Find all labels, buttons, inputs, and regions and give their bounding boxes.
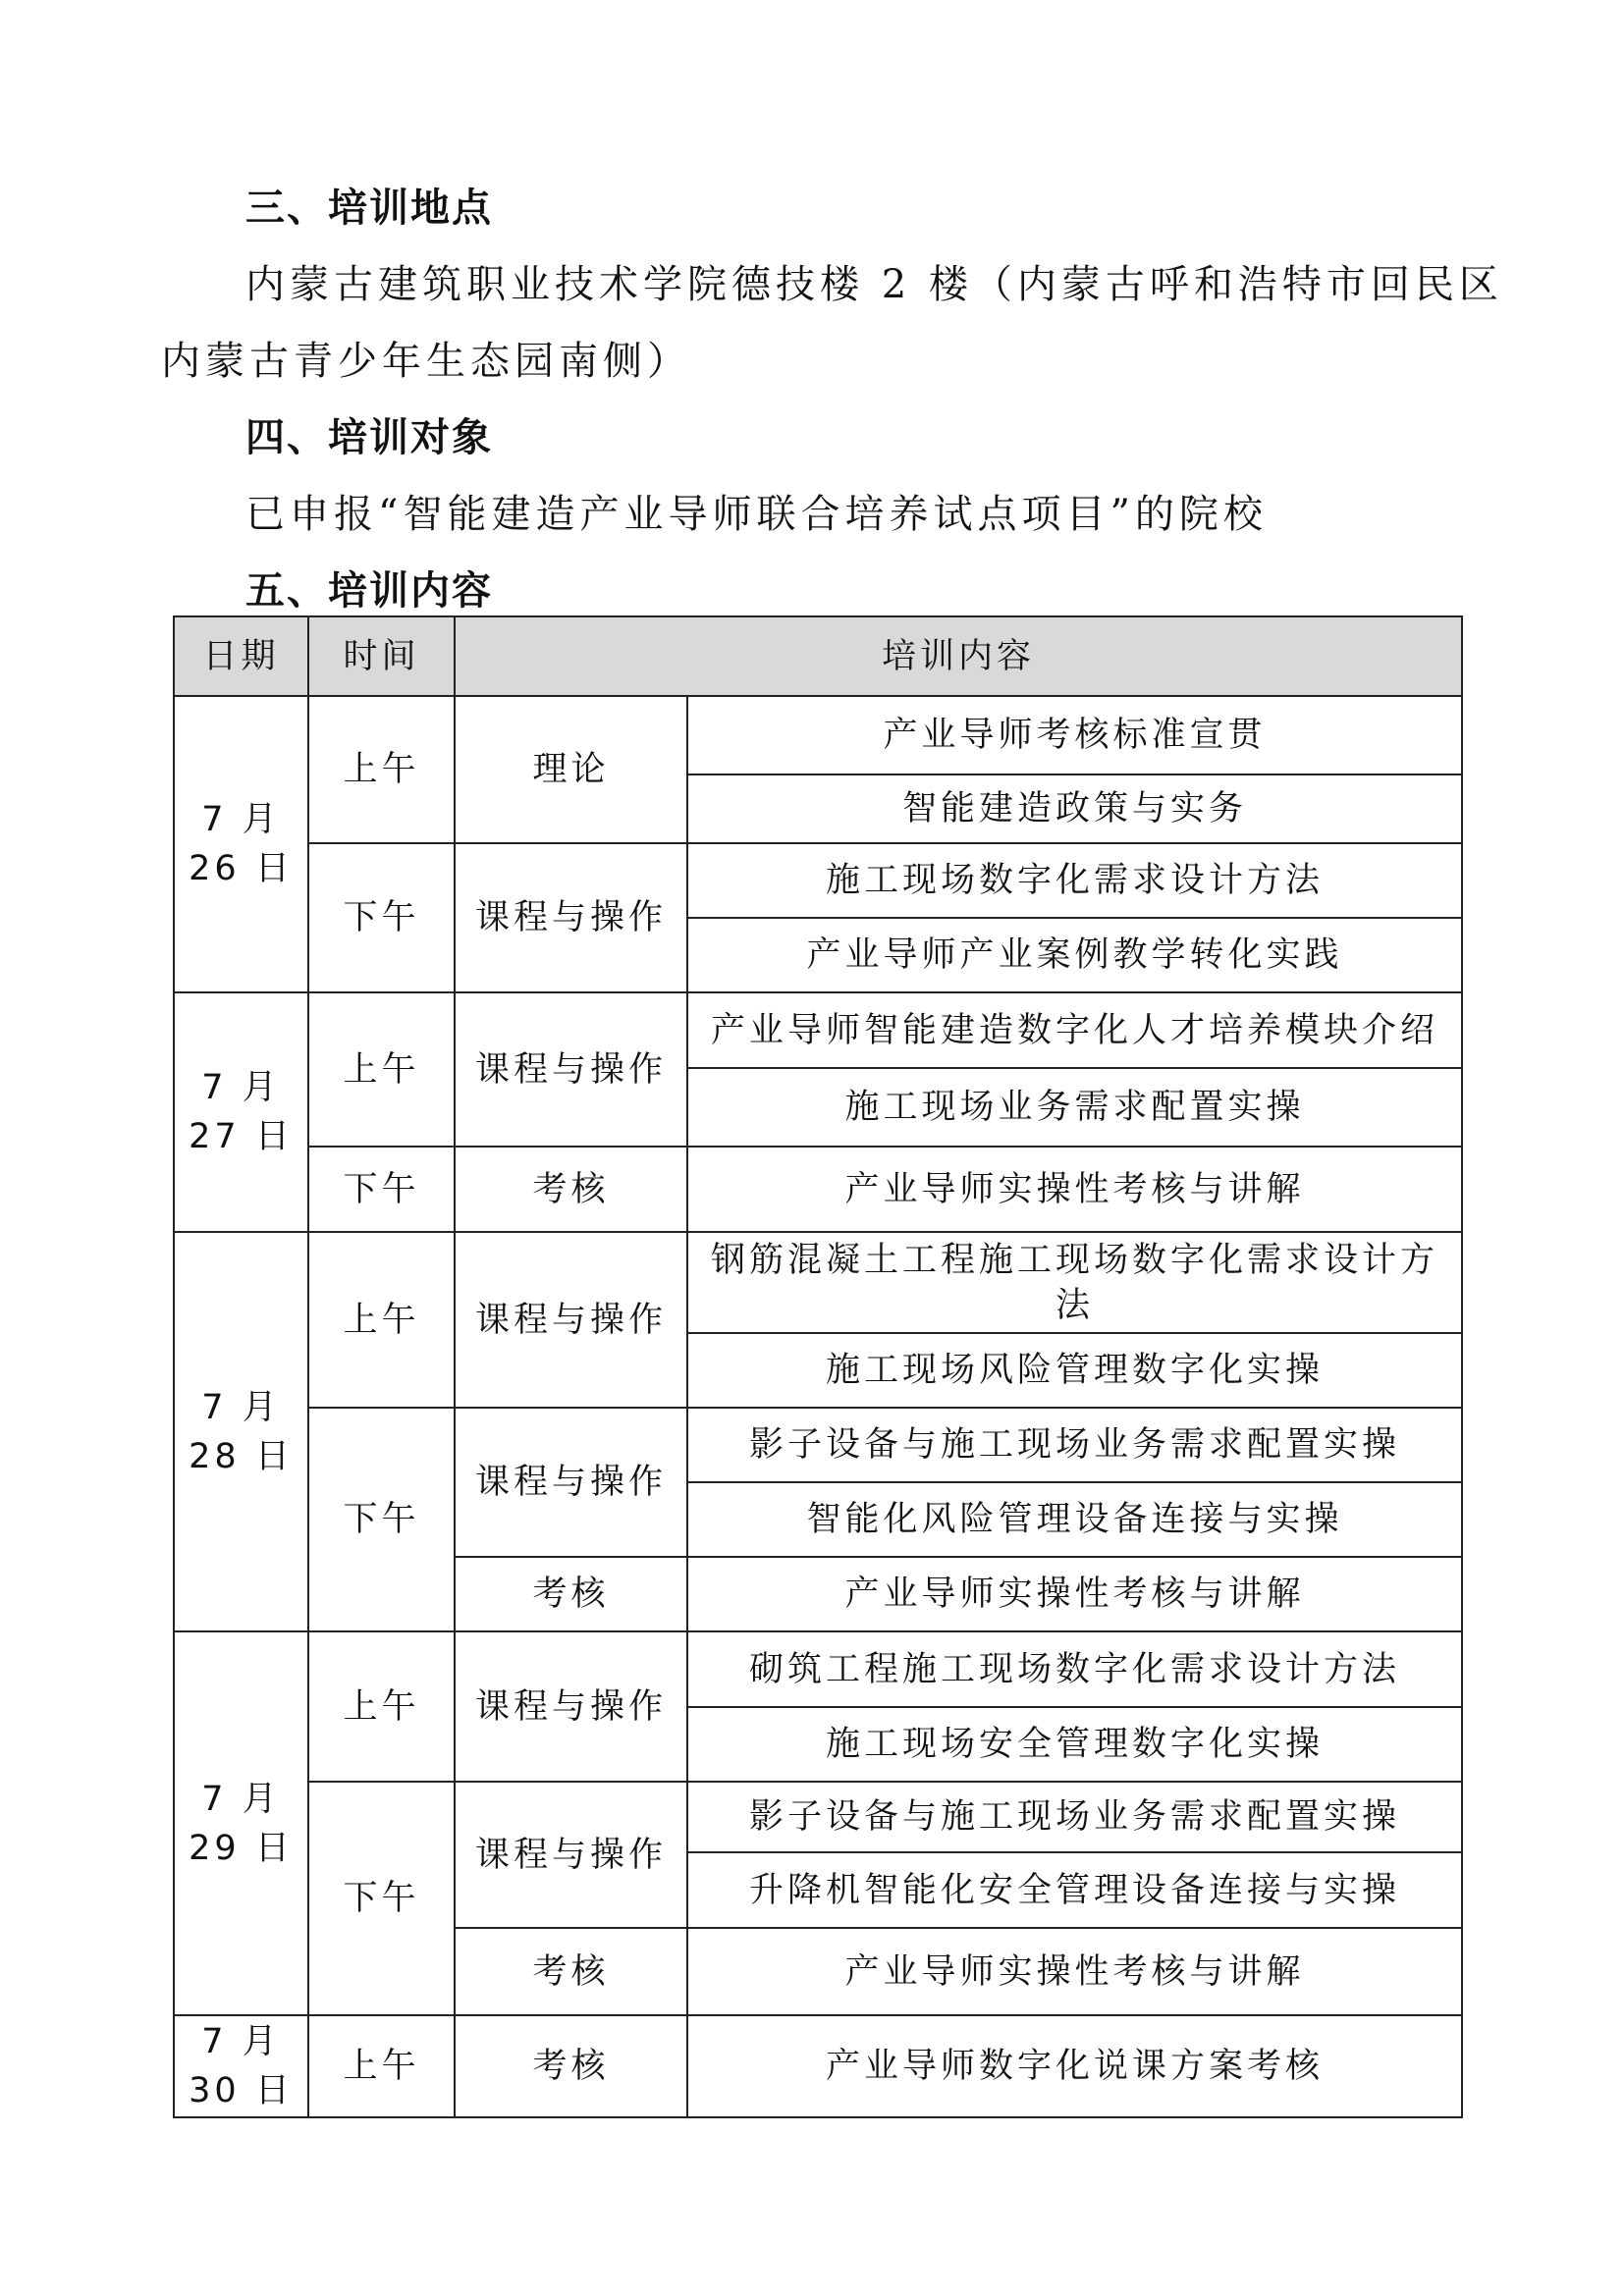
target-heading: 四、培训对象: [245, 415, 493, 460]
type-cell: 考核: [455, 1147, 687, 1232]
location-heading: 三、培训地点: [245, 186, 493, 231]
date-cell: 7 月 30 日: [174, 2015, 308, 2117]
date-cell: 7 月 27 日: [174, 992, 308, 1232]
content-cell: 影子设备与施工现场业务需求配置实操: [687, 1408, 1462, 1482]
header-date: 日期: [174, 616, 308, 696]
table-row: [174, 1408, 1462, 1482]
content-cell: 产业导师实操性考核与讲解: [687, 1147, 1462, 1232]
period-cell: 下午: [308, 1147, 455, 1232]
period-cell: 上午: [308, 696, 455, 843]
table-header-row: [174, 616, 1462, 696]
date-cell: 7 月 28 日: [174, 1232, 308, 1631]
content-cell: 施工现场数字化需求设计方法: [687, 843, 1462, 918]
type-cell: 考核: [455, 2015, 687, 2117]
content-cell: 施工现场业务需求配置实操: [687, 1068, 1462, 1147]
content-cell: 施工现场风险管理数字化实操: [687, 1333, 1462, 1408]
period-cell: 下午: [308, 843, 455, 992]
type-cell: 考核: [455, 1557, 687, 1631]
type-cell: 课程与操作: [455, 992, 687, 1147]
date-cell: 7 月 26 日: [174, 696, 308, 992]
period-cell: 下午: [308, 1782, 455, 2015]
content-cell: 影子设备与施工现场业务需求配置实操: [687, 1782, 1462, 1852]
training-schedule-table: [173, 615, 1463, 2118]
table-row: [174, 843, 1462, 918]
type-cell: 课程与操作: [455, 1631, 687, 1782]
content-cell: 产业导师产业案例教学转化实践: [687, 918, 1462, 992]
table-row: [174, 2015, 1462, 2117]
header-time: 时间: [308, 616, 455, 696]
content-cell: 智能化风险管理设备连接与实操: [687, 1482, 1462, 1557]
content-heading: 五、培训内容: [245, 568, 493, 614]
content-cell: 产业导师数字化说课方案考核: [687, 2015, 1462, 2117]
type-cell: 理论: [455, 696, 687, 843]
content-cell: 产业导师智能建造数字化人才培养模块介绍: [687, 992, 1462, 1068]
content-cell: 施工现场安全管理数字化实操: [687, 1707, 1462, 1782]
type-cell: 考核: [455, 1928, 687, 2015]
content-cell: 产业导师实操性考核与讲解: [687, 1928, 1462, 2015]
type-cell: 课程与操作: [455, 1232, 687, 1408]
table-row: [174, 696, 1462, 774]
content-cell: 产业导师考核标准宣贯: [687, 696, 1462, 774]
type-cell: 课程与操作: [455, 1408, 687, 1557]
content-cell: 砌筑工程施工现场数字化需求设计方法: [687, 1631, 1462, 1707]
table-row: [174, 1232, 1462, 1333]
period-cell: 下午: [308, 1408, 455, 1631]
content-cell: 钢筋混凝土工程施工现场数字化需求设计方法: [687, 1232, 1462, 1333]
content-cell: 产业导师实操性考核与讲解: [687, 1557, 1462, 1631]
header-content: 培训内容: [455, 616, 1462, 696]
table-row: [174, 1782, 1462, 1852]
period-cell: 上午: [308, 1631, 455, 1782]
period-cell: 上午: [308, 992, 455, 1147]
location-text-line1: 内蒙古建筑职业技术学院德技楼 2 楼（内蒙古呼和浩特市回民区: [245, 262, 1503, 307]
type-cell: 课程与操作: [455, 843, 687, 992]
table-row: [174, 1631, 1462, 1707]
location-text-line2: 内蒙古青少年生态园南侧）: [161, 339, 691, 384]
content-cell: 智能建造政策与实务: [687, 774, 1462, 843]
period-cell: 上午: [308, 1232, 455, 1408]
date-cell: 7 月 29 日: [174, 1631, 308, 2015]
type-cell: 课程与操作: [455, 1782, 687, 1928]
period-cell: 上午: [308, 2015, 455, 2117]
table-row: [174, 992, 1462, 1068]
content-cell: 升降机智能化安全管理设备连接与实操: [687, 1852, 1462, 1928]
target-text: 已申报“智能建造产业导师联合培养试点项目”的院校: [245, 492, 1268, 537]
table-row: [174, 1147, 1462, 1232]
